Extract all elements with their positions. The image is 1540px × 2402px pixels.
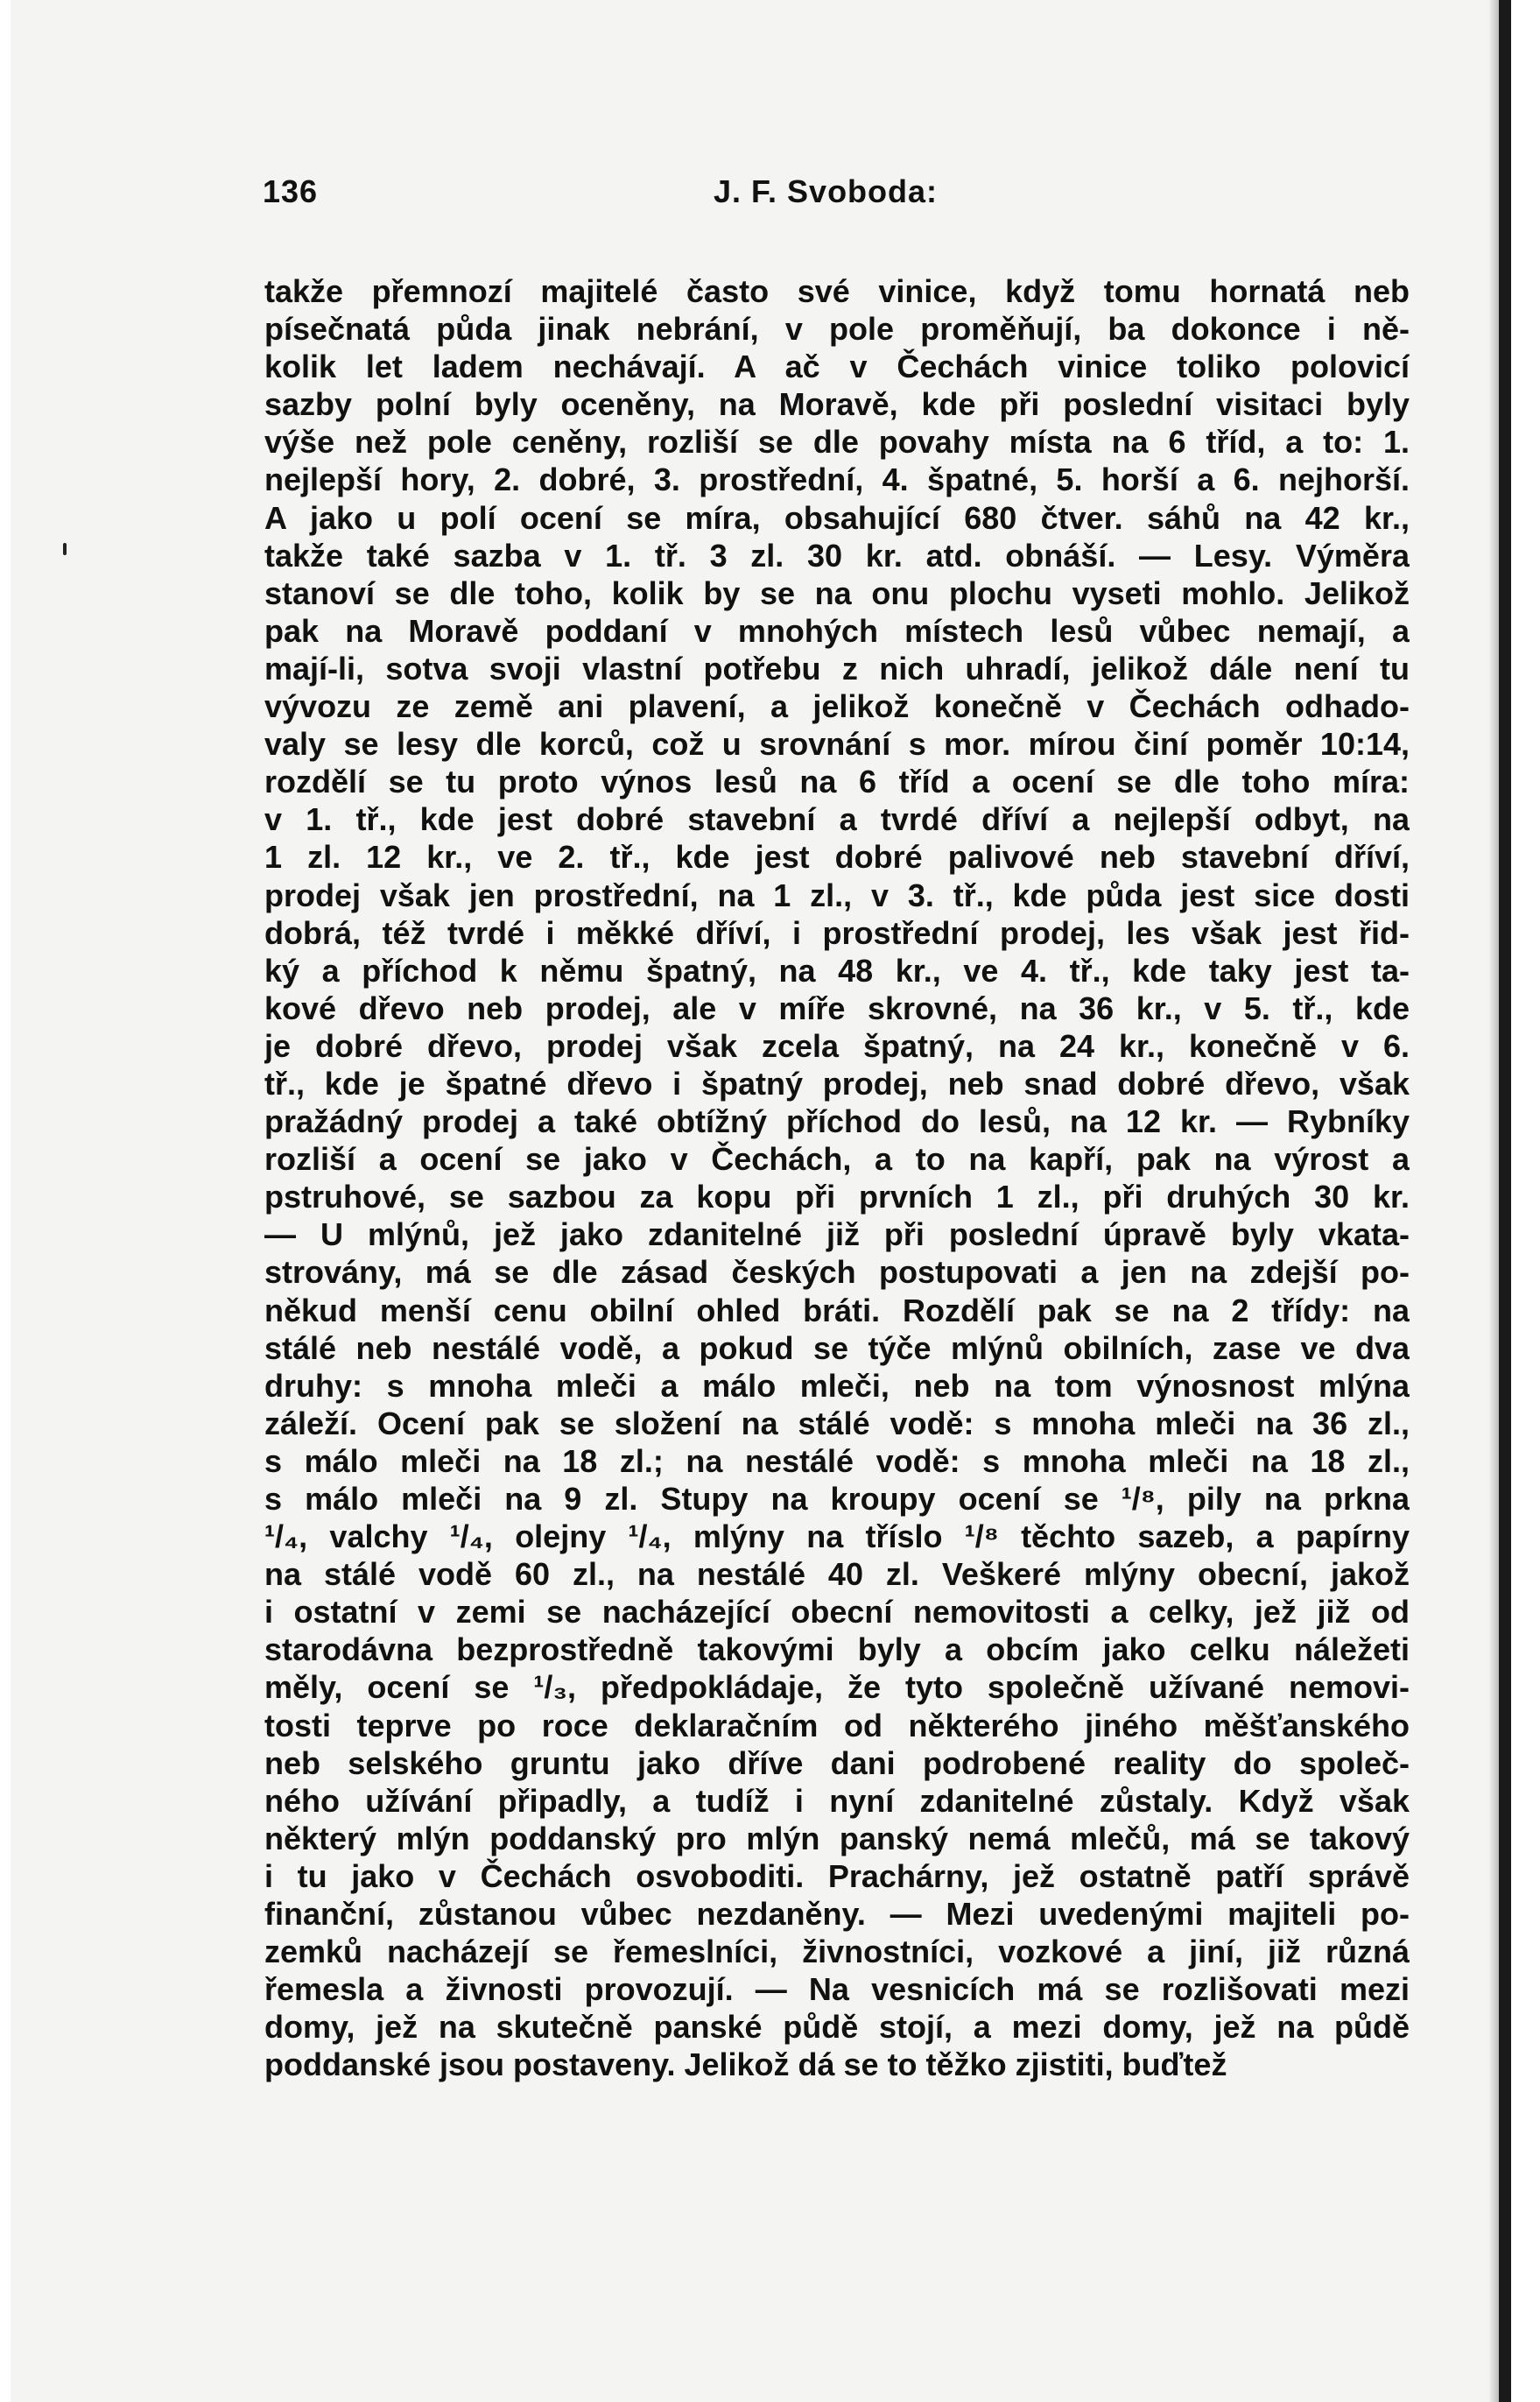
text-line: nejlepší hory, 2. dobré, 3. prostřední, 4. špatné, 5. horší a 6. nejhorší. xyxy=(264,461,1410,498)
text-line: pražádný prodej a také obtížný příchod do lesů, na 12 kr. — Rybníky xyxy=(264,1103,1410,1140)
text-line: A jako u polí ocení se míra, obsahující 680 čtver. sáhů na 42 kr., xyxy=(264,499,1410,536)
running-head: J. F. Svoboda: xyxy=(714,173,939,209)
text-line: pak na Moravě poddaní v mnohých místech lesů vůbec nemají, a xyxy=(264,612,1410,649)
body-text xyxy=(264,272,1410,2084)
text-line: takže přemnozí majitelé často své vinice, když tomu hornatá neb xyxy=(264,273,1410,309)
text-line: domy, jež na skutečně panské půdě stojí, a mezi domy, jež na půdě xyxy=(264,2009,1410,2046)
text-line: vývozu ze země ani plavení, a jelikož konečně v Čechách odhado- xyxy=(264,688,1410,725)
text-line: kolik let ladem nechávají. A ač v Čechách vinice toliko polovicí xyxy=(264,349,1410,385)
text-line: poddanské jsou postaveny. Jelikož dá se to těžko zjistiti, buďtež xyxy=(264,2046,1227,2083)
text-line: ký a příchod k němu špatný, na 48 kr., ve 4. tř., kde taky jest ta- xyxy=(264,952,1410,989)
text-line: sazby polní byly oceněny, na Moravě, kde při poslední visitaci byly xyxy=(264,386,1410,423)
text-line: — U mlýnů, jež jako zdanitelné již při poslední úpravě byly vkata- xyxy=(264,1216,1410,1253)
text-line: písečnatá půda jinak nebrání, v pole proměňují, ba dokonce i ně- xyxy=(264,311,1410,348)
text-line: je dobré dřevo, prodej však zcela špatný, na 24 kr., konečně v 6. xyxy=(264,1027,1410,1064)
page-header xyxy=(263,173,1401,217)
text-line: někud menší cenu obilní ohled bráti. Rozdělí pak se na 2 třídy: na xyxy=(264,1292,1410,1328)
text-line: ¹/₄, valchy ¹/₄, olejny ¹/₄, mlýny na tříslo ¹/⁸ těchto sazeb, a papírny xyxy=(264,1518,1410,1555)
text-line: strovány, má se dle zásad českých postupovati a jen na zdejší po- xyxy=(264,1254,1410,1291)
text-line: tosti teprve po roce deklaračním od některého jiného měšťanského xyxy=(264,1707,1410,1743)
text-line: zemků nacházejí se řemeslníci, živnostníci, vozkové a jiní, již různá xyxy=(264,1934,1410,1970)
text-line: stanoví se dle toho, kolik by se na onu plochu vyseti mohlo. Jelikož xyxy=(264,574,1410,611)
text-line: v 1. tř., kde jest dobré stavební a tvrdé dříví a nejlepší odbyt, na xyxy=(264,801,1410,838)
text-line: prodej však jen prostřední, na 1 zl., v 3. tř., kde půda jest sice dosti xyxy=(264,877,1410,913)
margin-mark xyxy=(63,543,67,555)
text-line: na stálé vodě 60 zl., na nestálé 40 zl. Veškeré mlýny obecní, jakož xyxy=(264,1556,1410,1593)
text-line: s málo mleči na 9 zl. Stupy na kroupy ocení se ¹/⁸, pily na prkna xyxy=(264,1481,1410,1517)
text-line: starodávna bezprostředně takovými byly a obcím jako celku náležeti xyxy=(264,1631,1410,1668)
text-line: finanční, zůstanou vůbec nezdaněny. — Mezi uvedenými majiteli po- xyxy=(264,1896,1410,1933)
text-line: stálé neb nestálé vodě, a pokud se týče mlýnů obilních, zase ve dva xyxy=(264,1329,1410,1366)
page-edge-shadow xyxy=(1488,0,1499,2402)
text-line: rozdělí se tu proto výnos lesů na 6 tříd a ocení se dle toho míra: xyxy=(264,764,1410,800)
text-line: výše než pole ceněny, rozliší se dle povahy místa na 6 tříd, a to: 1. xyxy=(264,424,1410,461)
text-line: tř., kde je špatné dřevo i špatný prodej, neb snad dobré dřevo, však xyxy=(264,1065,1410,1102)
text-line: některý mlýn poddanský pro mlýn panský nemá mlečů, má se takový xyxy=(264,1820,1410,1856)
text-line: ného užívání připadly, a tudíž i nyní zdanitelné zůstaly. Když však xyxy=(264,1782,1410,1819)
text-line: měly, ocení se ¹/₃, předpokládaje, že tyto společně užívané nemovi- xyxy=(264,1669,1410,1706)
text-line: neb selského gruntu jako dříve dani podrobené reality do společ- xyxy=(264,1744,1410,1781)
scan-border xyxy=(1499,0,1511,2402)
text-line: pstruhové, se sazbou za kopu při prvních 1 zl., při druhých 30 kr. xyxy=(264,1179,1410,1215)
text-line: i tu jako v Čechách osvoboditi. Prachárny, jež ostatně patří správě xyxy=(264,1857,1410,1894)
text-line: s málo mleči na 18 zl.; na nestálé vodě: s mnoha mleči na 18 zl., xyxy=(264,1442,1410,1479)
text-line: valy se lesy dle korců, což u srovnání s mor. mírou činí poměr 10:14, xyxy=(264,726,1410,763)
page-number: 136 xyxy=(263,173,319,209)
text-line: mají-li, sotva svoji vlastní potřebu z nich uhradí, jelikož dále není tu xyxy=(264,650,1410,687)
text-line: kové dřevo neb prodej, ale v míře skrovné, na 36 kr., v 5. tř., kde xyxy=(264,990,1410,1026)
text-line: záleží. Ocení pak se složení na stálé vodě: s mnoha mleči na 36 zl., xyxy=(264,1405,1410,1441)
text-line: druhy: s mnoha mleči a málo mleči, neb na tom výnosnost mlýna xyxy=(264,1367,1410,1404)
text-line: i ostatní v zemi se nacházející obecní nemovitosti a celky, jež již od xyxy=(264,1594,1410,1631)
text-line: řemesla a živnosti provozují. — Na vesnicích má se rozlišovati mezi xyxy=(264,1971,1410,2008)
text-line: rozliší a ocení se jako v Čechách, a to na kapří, pak na výrost a xyxy=(264,1141,1410,1178)
text-line: takže také sazba v 1. tř. 3 zl. 30 kr. atd. obnáší. — Lesy. Výměra xyxy=(264,537,1410,574)
text-line: dobrá, též tvrdé i měkké dříví, i prostřední prodej, les však jest řid- xyxy=(264,914,1410,951)
text-line: 1 zl. 12 kr., ve 2. tř., kde jest dobré palivové neb stavební dříví, xyxy=(264,839,1410,876)
